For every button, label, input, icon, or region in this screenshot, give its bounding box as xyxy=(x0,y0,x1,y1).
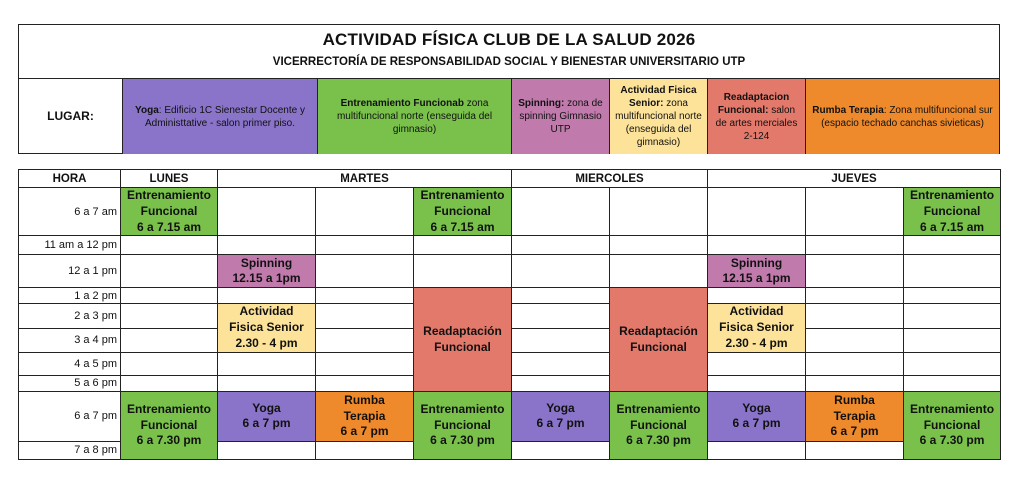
empty-cell xyxy=(512,255,610,288)
event-entrenamiento-funcional xyxy=(121,391,218,459)
event-time: 6 a 7.30 pm xyxy=(430,433,495,448)
empty-cell xyxy=(121,236,218,255)
event-name: Entrenamiento Funcional xyxy=(910,188,995,218)
empty-cell xyxy=(708,236,806,255)
hour-cell: 11 am a 12 pm xyxy=(19,236,121,255)
location-rumba xyxy=(805,79,999,154)
event-name: Rumba Terapia xyxy=(343,392,386,423)
empty-cell xyxy=(121,255,218,288)
event-actividad-fisica-senior xyxy=(218,304,316,352)
location-yoga xyxy=(122,79,317,154)
event-name: Entrenamiento Funcional xyxy=(126,188,211,218)
empty-cell xyxy=(806,236,904,255)
event-time: 6 a 7.30 pm xyxy=(919,433,985,448)
empty-cell xyxy=(904,375,1001,391)
empty-cell xyxy=(806,375,904,391)
empty-cell xyxy=(316,375,414,391)
empty-cell xyxy=(904,328,1001,352)
empty-cell xyxy=(121,328,218,352)
event-time: 12.15 a 1pm xyxy=(232,271,301,286)
empty-cell xyxy=(316,188,414,236)
empty-cell xyxy=(806,288,904,304)
event-time: 2.30 - 4 pm xyxy=(235,336,298,351)
event-readaptacion-funcional xyxy=(610,288,708,391)
empty-cell xyxy=(512,188,610,236)
hour-cell: 2 a 3 pm xyxy=(19,304,121,328)
hour-cell: 3 a 4 pm xyxy=(19,328,121,352)
empty-cell xyxy=(904,255,1001,288)
empty-cell xyxy=(414,236,512,255)
event-time: 2.30 - 4 pm xyxy=(725,336,788,351)
location-name: Rumba Terapia xyxy=(812,104,884,116)
event-name: Spinning xyxy=(730,255,783,270)
hour-cell: 6 a 7 pm xyxy=(19,391,121,441)
event-time: 6 a 7 pm xyxy=(732,416,781,431)
event-spinning xyxy=(218,255,316,288)
location-senior xyxy=(609,79,707,154)
event-rumba-terapia xyxy=(316,391,414,441)
event-time: 6 a 7.30 pm xyxy=(626,433,691,448)
event-name: Rumba Terapia xyxy=(833,392,876,423)
empty-cell xyxy=(512,328,610,352)
event-time: 6 a 7.15 am xyxy=(136,219,202,234)
location-name: Readaptacion Funcional: xyxy=(717,91,790,116)
empty-cell xyxy=(708,375,806,391)
schedule-header xyxy=(18,24,1000,154)
event-entrenamiento-funcional xyxy=(610,391,708,459)
empty-cell xyxy=(806,328,904,352)
location-name: Entrenamiento Funcionab xyxy=(340,98,464,109)
location-name: Actividad Fisica Senior: xyxy=(620,85,697,109)
empty-cell xyxy=(218,236,316,255)
event-entrenamiento-funcional xyxy=(414,188,512,236)
empty-cell xyxy=(806,304,904,328)
empty-cell xyxy=(806,441,904,459)
hour-cell: 12 a 1 pm xyxy=(19,255,121,288)
event-entrenamiento-funcional xyxy=(414,391,512,459)
event-time: 6 a 7 pm xyxy=(536,416,585,431)
location-text: : Edificio 1C Sienestar Docente y Administtative - salon primer piso. xyxy=(144,104,305,129)
event-name: Actividad Fisica Senior xyxy=(719,304,794,335)
event-actividad-fisica-senior xyxy=(708,304,806,352)
location-readaptacion xyxy=(707,79,805,154)
empty-cell xyxy=(904,304,1001,328)
empty-cell xyxy=(121,288,218,304)
empty-cell xyxy=(218,188,316,236)
empty-cell xyxy=(512,352,610,375)
event-entrenamiento-funcional xyxy=(121,188,218,236)
table-row xyxy=(19,255,1001,288)
empty-cell xyxy=(904,236,1001,255)
location-entrenamiento xyxy=(317,79,511,154)
header-miercoles: MIERCOLES xyxy=(512,170,708,188)
event-time: 6 a 7 pm xyxy=(340,424,389,439)
event-readaptacion-funcional xyxy=(414,288,512,391)
event-name: Spinning xyxy=(240,255,293,270)
table-row xyxy=(19,236,1001,255)
empty-cell xyxy=(610,188,708,236)
empty-cell xyxy=(708,441,806,459)
event-name: Yoga xyxy=(252,400,281,415)
event-name: Entrenamiento Funcional xyxy=(420,401,505,432)
event-time: 6 a 7.15 am xyxy=(920,219,985,234)
location-text: zona multifuncional norte (enseguida del gimnasio) xyxy=(615,98,702,148)
empty-cell xyxy=(806,352,904,375)
table-row xyxy=(19,288,1001,304)
hour-cell: 6 a 7 am xyxy=(19,188,121,236)
table-row xyxy=(19,391,1001,441)
empty-cell xyxy=(316,255,414,288)
event-yoga xyxy=(512,391,610,441)
page-title: ACTIVIDAD FÍSICA CLUB DE LA SALUD 2026 xyxy=(322,30,696,49)
event-rumba-terapia xyxy=(806,391,904,441)
empty-cell xyxy=(218,352,316,375)
event-time: 6 a 7.30 pm xyxy=(136,433,202,448)
empty-cell xyxy=(316,352,414,375)
location-text: zona multifuncional norte (enseguida del gimnasio) xyxy=(336,98,493,135)
event-yoga xyxy=(708,391,806,441)
event-name: Entrenamiento Funcional xyxy=(126,401,211,432)
event-name: Entrenamiento Funcional xyxy=(616,401,701,432)
empty-cell xyxy=(218,375,316,391)
page-subtitle: VICERRECTORÍA DE RESPONSABILIDAD SOCIAL Y BIENESTAR UNIVERSITARIO UTP xyxy=(272,56,746,68)
empty-cell xyxy=(708,188,806,236)
empty-cell xyxy=(512,375,610,391)
empty-cell xyxy=(610,236,708,255)
table-header-row xyxy=(19,170,1001,188)
empty-cell xyxy=(512,288,610,304)
hour-cell: 4 a 5 pm xyxy=(19,352,121,375)
event-name: Readaptación Funcional xyxy=(619,323,698,354)
event-spinning xyxy=(708,255,806,288)
empty-cell xyxy=(218,288,316,304)
empty-cell xyxy=(904,352,1001,375)
event-entrenamiento-funcional xyxy=(904,188,1001,236)
empty-cell xyxy=(708,352,806,375)
location-text: : Zona multifuncional sur (espacio techado canchas sivieticas) xyxy=(821,104,993,129)
table-row xyxy=(19,188,1001,236)
location-spinning xyxy=(511,79,609,154)
empty-cell xyxy=(218,441,316,459)
empty-cell xyxy=(610,255,708,288)
hour-cell: 1 a 2 pm xyxy=(19,288,121,304)
empty-cell xyxy=(316,288,414,304)
event-name: Actividad Fisica Senior xyxy=(229,304,304,335)
event-name: Yoga xyxy=(742,400,771,415)
event-name: Yoga xyxy=(546,400,575,415)
schedule-table xyxy=(18,169,1001,460)
location-text: salon de artes merciales 2-124 xyxy=(715,104,798,142)
location-name: Spinning: xyxy=(518,98,565,109)
empty-cell xyxy=(316,236,414,255)
location-text: zona de spinning Gimnasio UTP xyxy=(519,98,603,135)
event-name: Entrenamiento Funcional xyxy=(910,401,995,432)
event-time: 6 a 7.15 am xyxy=(430,219,495,234)
event-yoga xyxy=(218,391,316,441)
header-jueves: JUEVES xyxy=(708,170,1001,188)
empty-cell xyxy=(512,236,610,255)
empty-cell xyxy=(512,441,610,459)
event-entrenamiento-funcional xyxy=(904,391,1001,459)
empty-cell xyxy=(121,352,218,375)
empty-cell xyxy=(316,304,414,328)
event-time: 12.15 a 1pm xyxy=(722,271,791,286)
empty-cell xyxy=(806,255,904,288)
event-name: Readaptación Funcional xyxy=(423,323,502,354)
header-hora: HORA xyxy=(19,170,121,188)
header-martes: MARTES xyxy=(218,170,512,188)
empty-cell xyxy=(316,441,414,459)
event-time: 6 a 7 pm xyxy=(242,416,291,431)
event-time: 6 a 7 pm xyxy=(830,424,879,439)
empty-cell xyxy=(316,328,414,352)
empty-cell xyxy=(512,304,610,328)
header-lunes: LUNES xyxy=(121,170,218,188)
empty-cell xyxy=(904,288,1001,304)
empty-cell xyxy=(806,188,904,236)
empty-cell xyxy=(121,375,218,391)
location-label: LUGAR: xyxy=(47,108,94,123)
hour-cell: 5 a 6 pm xyxy=(19,375,121,391)
event-name: Entrenamiento Funcional xyxy=(420,188,505,218)
hour-cell: 7 a 8 pm xyxy=(19,441,121,459)
location-name: Yoga xyxy=(135,104,159,116)
empty-cell xyxy=(708,288,806,304)
empty-cell xyxy=(121,304,218,328)
empty-cell xyxy=(414,255,512,288)
